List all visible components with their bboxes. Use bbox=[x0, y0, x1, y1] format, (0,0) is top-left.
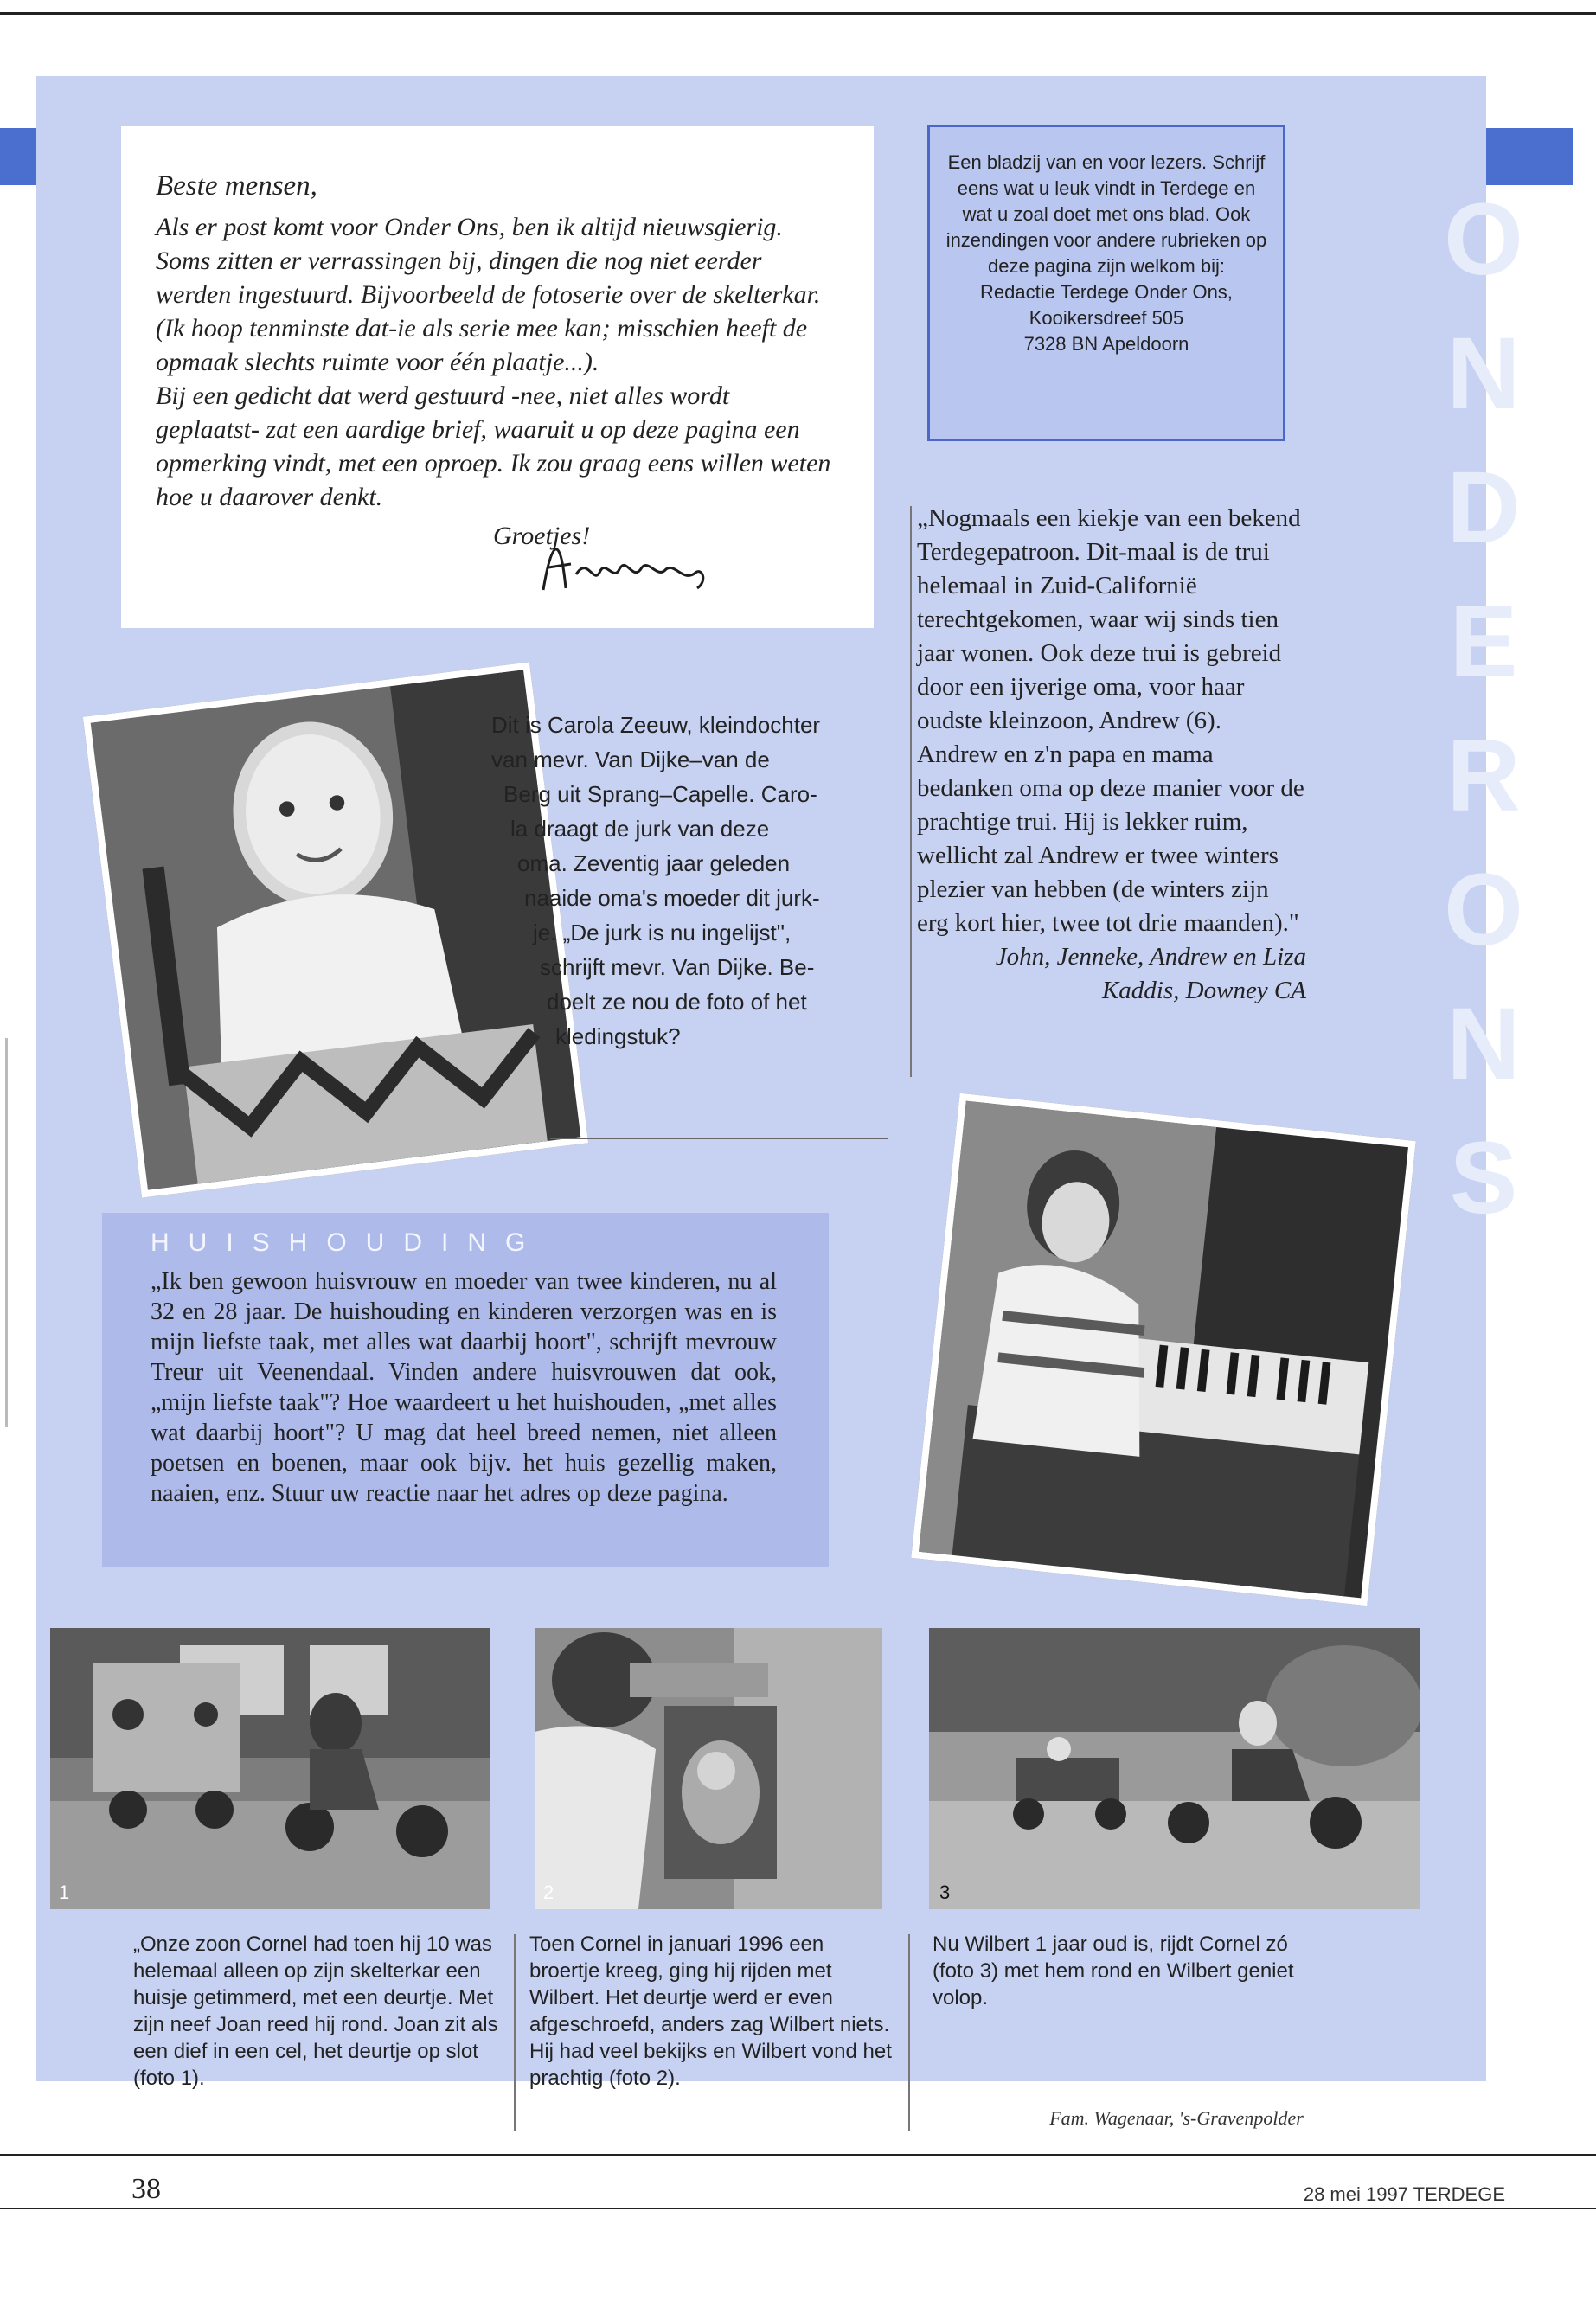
carola-line: je. „De jurk is nu ingelijst", bbox=[533, 920, 792, 945]
letter-paragraph-1: Als er post komt voor Onder Ons, ben ik altijd nieuwsgierig. Soms zitten er verrassingen bij, dingen die nog niet eerder werden ingestuurd. Bijvoorbeeld de fotoserie over de skelterkar. (Ik hoop tenminste dat-ie als serie mee kan; misschien heeft de opmaak slechts ruimte voor één plaatje...). bbox=[156, 213, 821, 376]
footer-rule-top bbox=[0, 2154, 1596, 2156]
letter-salutation: Beste mensen, bbox=[156, 170, 317, 202]
page-number: 38 bbox=[131, 2173, 161, 2205]
andrew-signature-1: John, Jenneke, Andrew en Liza bbox=[995, 943, 1306, 971]
left-color-tab bbox=[0, 128, 36, 185]
carola-line: van mevr. Van Dijke–van de bbox=[491, 747, 770, 772]
andrew-letter-text: „Nogmaals een kiekje van een bekend Terdegepatroon. Dit-maal is de trui helemaal in Zuid-Californië terechtgekomen, waar wij sinds tien jaar wonen. Ook deze trui is gebreid door een ijverige oma, voor haar oudste kleinzoon, Andrew (6). Andrew en z'n papa en mama bedanken oma op deze manier voor de prachtige trui. Hij is lekker ruim, wellicht zal Andrew er twee winters plezier van hebben (de winters zijn erg kort hier, twee tot drie maanden)." bbox=[917, 504, 1304, 937]
huishouding-text: „Ik ben gewoon huisvrouw en moeder van twee kinderen, nu al 32 en 28 jaar. De huishouding en kinderen verzorgen was en is mijn liefste taak, met alles wat daarbij hoort", schrijft mevrouw Treur uit Veenendaal. Vinden andere huisvrouwen dat ook, „mijn liefste taak"? Hoe waardeert u het huishouden, „met alles wat daarbij hoort"? U mag dat heel breed nemen, niet alleen poetsen en boenen, maar ook bijv. het huis gezellig maken, naaien, enz. Stuur uw reactie naar het adres op deze pagina. bbox=[151, 1268, 777, 1507]
photo-1-caption: „Onze zoon Cornel had toen hij 10 was helemaal alleen op zijn skelterkar een huisje getimmerd, met een deurtje. Met zijn neef Joan reed hij rond. Joan zit als een dief in een cel, het deurtje op slot (foto 1). bbox=[133, 1932, 498, 2090]
photo-3-number: 3 bbox=[939, 1881, 951, 1903]
section-divider bbox=[550, 1138, 888, 1139]
huishouding-box bbox=[102, 1213, 829, 1567]
binding-edge bbox=[5, 1038, 8, 1427]
address-line-1: Redactie Terdege Onder Ons, bbox=[980, 281, 1233, 303]
watermark-letter: D bbox=[1446, 451, 1521, 565]
carola-line: doelt ze nou de foto of het bbox=[547, 989, 807, 1015]
andrew-signature-2: Kaddis, Downey CA bbox=[1101, 977, 1306, 1004]
watermark-letter: S bbox=[1449, 1121, 1518, 1235]
carola-line: Berg uit Sprang–Capelle. Caro- bbox=[503, 781, 817, 807]
photo-1-number: 1 bbox=[59, 1881, 70, 1903]
carola-line: la draagt de jurk van deze bbox=[510, 816, 770, 842]
footer-rule-bottom bbox=[0, 2208, 1596, 2209]
address-line-3: 7328 BN Apeldoorn bbox=[1023, 333, 1189, 355]
address-line-2: Kooikersdreef 505 bbox=[1029, 307, 1184, 329]
carola-line: naaide oma's moeder dit jurk- bbox=[524, 885, 820, 911]
issue-date: 28 mei 1997 TERDEGE bbox=[1303, 2183, 1505, 2205]
editor-letter bbox=[121, 126, 874, 628]
watermark-letter: O bbox=[1444, 183, 1523, 297]
letter-closing: Groetjes! bbox=[493, 522, 591, 550]
submission-text: Een bladzij van en voor lezers. Schrijf eens wat u leuk vindt in Terdege en wat u zoal doet met ons blad. Ook inzendingen voor andere rubrieken op deze pagina zijn welkom bij: bbox=[945, 151, 1267, 277]
caption-rule-1 bbox=[514, 1934, 516, 2131]
photo-3-caption: Nu Wilbert 1 jaar oud is, rijdt Cornel zó (foto 3) met hem rond en Wilbert geniet volop. bbox=[933, 1932, 1294, 2009]
huishouding-heading: HUISHOUDING bbox=[151, 1228, 545, 1257]
column-rule bbox=[910, 506, 912, 1077]
carola-caption bbox=[484, 708, 874, 1054]
photo-2-number: 2 bbox=[543, 1881, 554, 1903]
carola-line: kledingstuk? bbox=[555, 1023, 681, 1049]
photo-2-caption: Toen Cornel in januari 1996 een broertje kreeg, ging hij rijden met Wilbert. Het deurtje werd er even afgeschroefd, anders zag Wilbert niets. Hij had veel bekijks en Wilbert vond het prachtig (foto 2). bbox=[529, 1932, 892, 2090]
watermark-letter: E bbox=[1449, 585, 1518, 699]
photo-1 bbox=[50, 1628, 490, 1909]
top-rule bbox=[0, 12, 1596, 15]
submission-info-box bbox=[927, 125, 1285, 441]
photo-3 bbox=[929, 1628, 1420, 1909]
photos-signature: Fam. Wagenaar, 's-Gravenpolder bbox=[1049, 2107, 1304, 2129]
watermark-letter: N bbox=[1446, 317, 1521, 431]
organ-photo bbox=[911, 1093, 1416, 1606]
andrew-letter bbox=[917, 502, 1306, 1008]
carola-line: Dit is Carola Zeeuw, kleindochter bbox=[491, 712, 821, 738]
section-watermark bbox=[1436, 173, 1531, 1246]
watermark-letter: N bbox=[1446, 987, 1521, 1101]
caption-rule-2 bbox=[908, 1934, 910, 2131]
signature-scribble bbox=[536, 529, 718, 599]
letter-paragraph-2: Bij een gedicht dat werd gestuurd -nee, niet alles wordt geplaatst- zat een aardige brief, waaruit u op deze pagina een opmerking vindt, met een oproep. Ik zou graag eens willen weten hoe u daarover denkt. bbox=[156, 381, 831, 511]
carola-line: oma. Zeventig jaar geleden bbox=[517, 850, 791, 876]
watermark-letter: O bbox=[1444, 853, 1523, 967]
photo-2 bbox=[535, 1628, 882, 1909]
carola-line: schrijft mevr. Van Dijke. Be- bbox=[540, 954, 815, 980]
watermark-letter: R bbox=[1446, 719, 1521, 833]
